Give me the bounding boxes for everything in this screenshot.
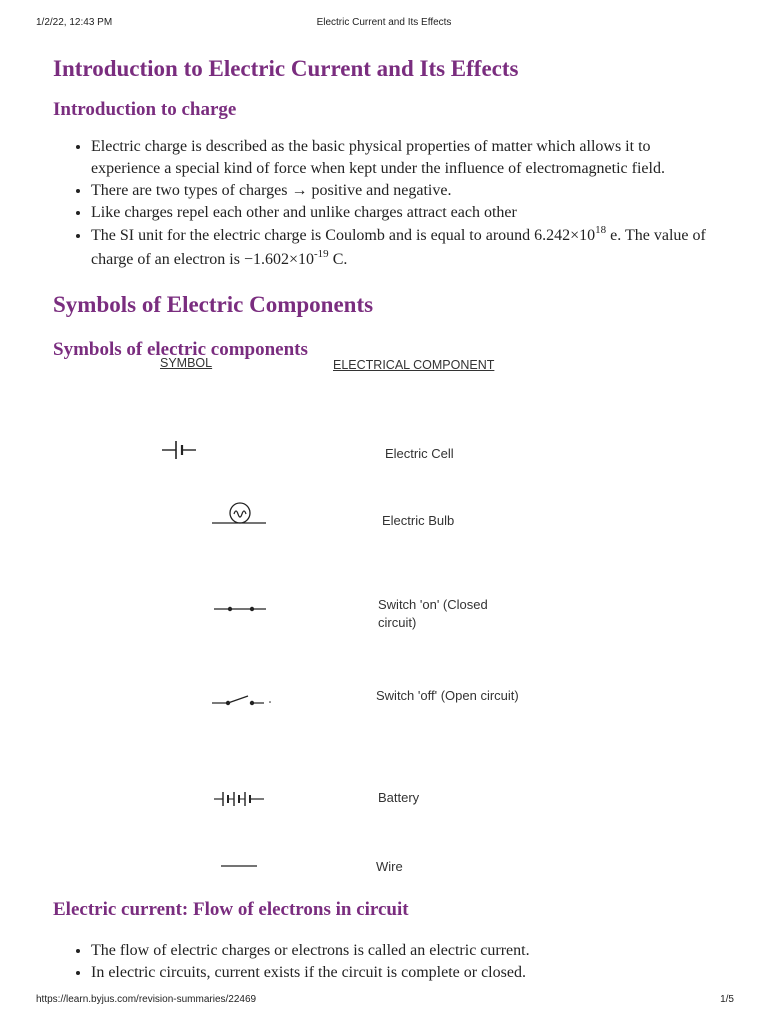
electric-bulb-symbol-icon <box>210 501 270 531</box>
wire-symbol-icon <box>221 863 261 869</box>
component-label-line-1: Switch 'on' (Closed <box>378 597 488 612</box>
component-label-line-2: circuit) <box>378 615 417 630</box>
si-unit-text-2: e. The value of charge of an electron is −1.602×10 <box>91 227 706 268</box>
current-bullet-list <box>53 940 761 984</box>
component-label: Wire <box>376 859 403 874</box>
symbol-column-header: SYMBOL <box>160 356 213 370</box>
component-label <box>378 596 488 632</box>
list-item <box>91 224 723 272</box>
symbols-table-image <box>160 354 520 874</box>
component-label: Electric Bulb <box>382 513 455 528</box>
list-item: • In electric circuits, current exists if the circuit is complete or closed. <box>91 962 761 984</box>
component-label: Battery <box>378 790 420 805</box>
si-unit-exponent-1: 18 <box>595 224 607 236</box>
print-page-number: 1/5 <box>720 994 734 1005</box>
list-item: • Electric charge is described as the basic physical properties of matter which allows it to experience a special kind of force when kept under the influence of electromagnetic field. <box>91 136 723 180</box>
electric-cell-symbol-icon <box>160 440 204 460</box>
charge-subheading: Introduction to charge <box>53 99 237 120</box>
si-unit-exponent-2: -19 <box>314 248 329 260</box>
print-url: https://learn.byjus.com/revision-summaries/22469 <box>36 994 257 1005</box>
print-title: Electric Current and Its Effects <box>316 17 452 28</box>
list-item: • The flow of electric charges or electrons is called an electric current. <box>91 940 761 962</box>
si-unit-text-1: The SI unit for the electric charge is Coulomb and is equal to around 6.242×10 <box>91 227 596 244</box>
list-item: • Like charges repel each other and unlike charges attract each other <box>91 202 723 224</box>
intro-heading: Introduction to Electric Current and Its Effects <box>53 56 519 81</box>
component-label: Switch 'off' (Open circuit) <box>376 688 519 703</box>
charge-bullet-list <box>53 136 723 272</box>
symbols-subheading: Symbols of electric components <box>53 339 308 360</box>
si-unit-text-3: C. <box>328 251 348 268</box>
switch-off-symbol-icon <box>210 692 274 708</box>
switch-on-symbol-icon <box>212 603 272 615</box>
component-column-header: ELECTRICAL COMPONENT <box>333 358 495 372</box>
symbols-heading: Symbols of Electric Components <box>53 292 374 317</box>
component-label: Electric Cell <box>385 446 454 461</box>
print-datetime: 1/2/22, 12:43 PM <box>36 17 113 28</box>
article-content <box>53 50 723 364</box>
current-subheading: Electric current: Flow of electrons in circuit <box>53 899 409 920</box>
list-item: • There are two types of charges → positive and negative. <box>91 180 723 202</box>
battery-symbol-icon <box>212 789 272 809</box>
